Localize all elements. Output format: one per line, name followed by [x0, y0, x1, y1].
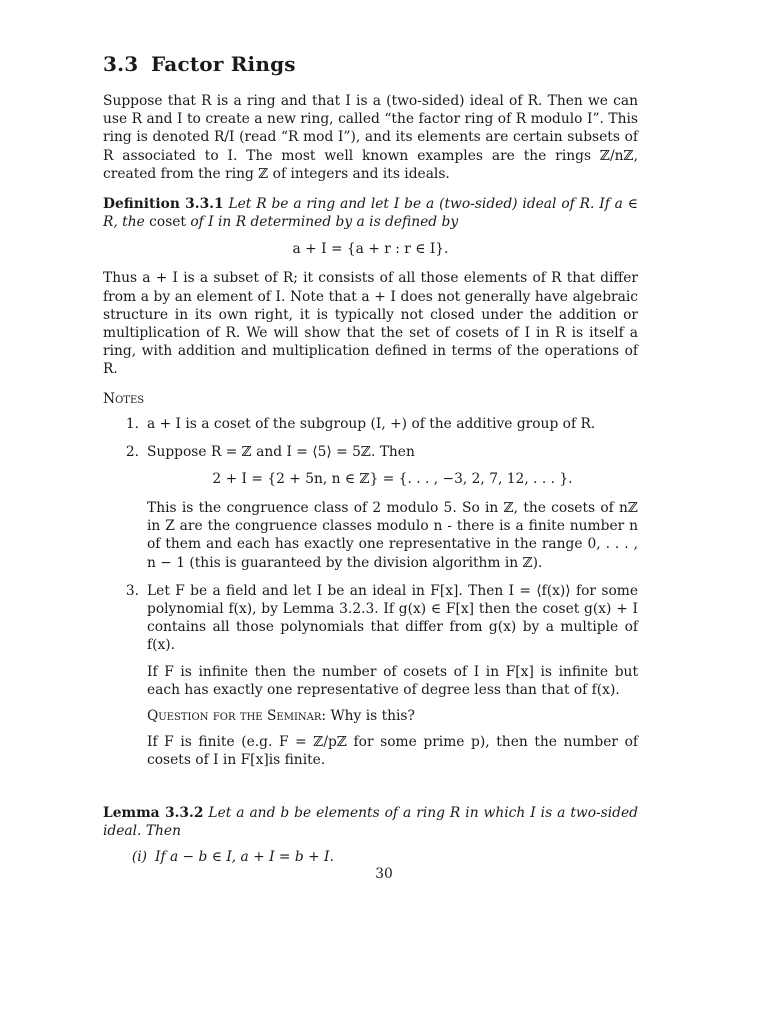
note-3	[103, 582, 638, 770]
note-3-text3: If F is finite (e.g. F = ℤ/pℤ for some prime p), then the number of cosets of I in F[x]is finite.	[147, 734, 638, 769]
note-1	[103, 415, 638, 433]
seminar-question	[147, 707, 638, 725]
note-3-text: Let F be a field and let I be an ideal in F[x]. Then I = ⟨f(x)⟩ for some polynomial f(x), by Lemma 3.2.3. If g(x) ∈ F[x] then the coset g(x) + I contains all those polynomials that differ from g(x) by a multiple of f(x).	[147, 582, 638, 654]
note-2	[103, 443, 638, 572]
definition-text-b: of I in R determined by a is defined by	[190, 214, 459, 231]
definition-label: Definition 3.3.1	[103, 196, 224, 213]
coset-formula: a + I = {a + r : r ∈ I}.	[292, 241, 449, 258]
lemma-item-1	[103, 848, 638, 866]
lemma-label: Lemma 3.3.2	[103, 804, 204, 821]
section-title	[103, 52, 638, 76]
page-number: 30	[375, 866, 393, 882]
note-3-text2: If F is infinite then the number of cosets of I in F[x] is infinite but each has exactly one representative of degree less than that of f(x).	[147, 663, 638, 698]
lemma-item-1-text: If a − b ∈ I, a + I = b + I.	[155, 849, 334, 866]
seminar-question-text: Why is this?	[330, 708, 415, 725]
lemma-item-1-number: (i)	[131, 849, 147, 866]
note-2-text2: This is the congruence class of 2 modulo 5. So in ℤ, the cosets of nℤ in Z are the congruence classes modulo n - there is a finite number n of them and each has exactly one representative in the range 0, . . . , n − 1 (this is guaranteed by the division algorithm in ℤ).	[147, 500, 638, 571]
note-1-number: 1.	[125, 415, 139, 432]
lemma	[103, 804, 638, 867]
note-2-text: Suppose R = ℤ and I = ⟨5⟩ = 5ℤ. Then	[147, 443, 415, 460]
intro-paragraph: Suppose that R is a ring and that I is a (two-sided) ideal of R. Then we can use R and I to create a new ring, called “the factor ring of R modulo I”. This ring is denoted R/I (read “R mod I”), and its elements are certain subsets of R associated to I. The most well known examples are the rings ℤ/nℤ, created from the ring ℤ of integers and its ideals.	[103, 93, 638, 182]
note-2-formula: 2 + I = {2 + 5n, n ∈ ℤ} = {. . . , −3, 2, 7, 12, . . . }.	[212, 471, 573, 488]
section-name: Factor Rings	[151, 52, 296, 76]
seminar-question-label: Question for the Seminar:	[147, 708, 327, 725]
note-2-number: 2.	[125, 443, 139, 460]
note-3-number: 3.	[125, 582, 139, 599]
lemma-text: Let a and b be elements of a ring R in which I is a two-sided ideal. Then	[103, 804, 638, 839]
definition-term: coset	[149, 214, 186, 231]
page-content	[103, 52, 638, 866]
note-1-text: a + I is a coset of the subgroup (I, +) of the additive group of R.	[147, 415, 596, 432]
notes-heading: Notes	[103, 390, 145, 407]
section-number: 3.3	[103, 52, 139, 76]
definition	[103, 195, 638, 231]
after-definition-paragraph: Thus a + I is a subset of R; it consists of all those elements of R that differ from a by an element of I. Note that a + I does not generally have algebraic structure in its own right, it is typically not closed under the addition or multiplication of R. We will show that the set of cosets of I in R is itself a ring, with addition and multiplication defined in terms of the operations of R.	[103, 270, 638, 378]
definition-text-a: Let R be a ring and let I be a (two-sided) ideal of R. If a ∈ R, the	[103, 196, 638, 231]
